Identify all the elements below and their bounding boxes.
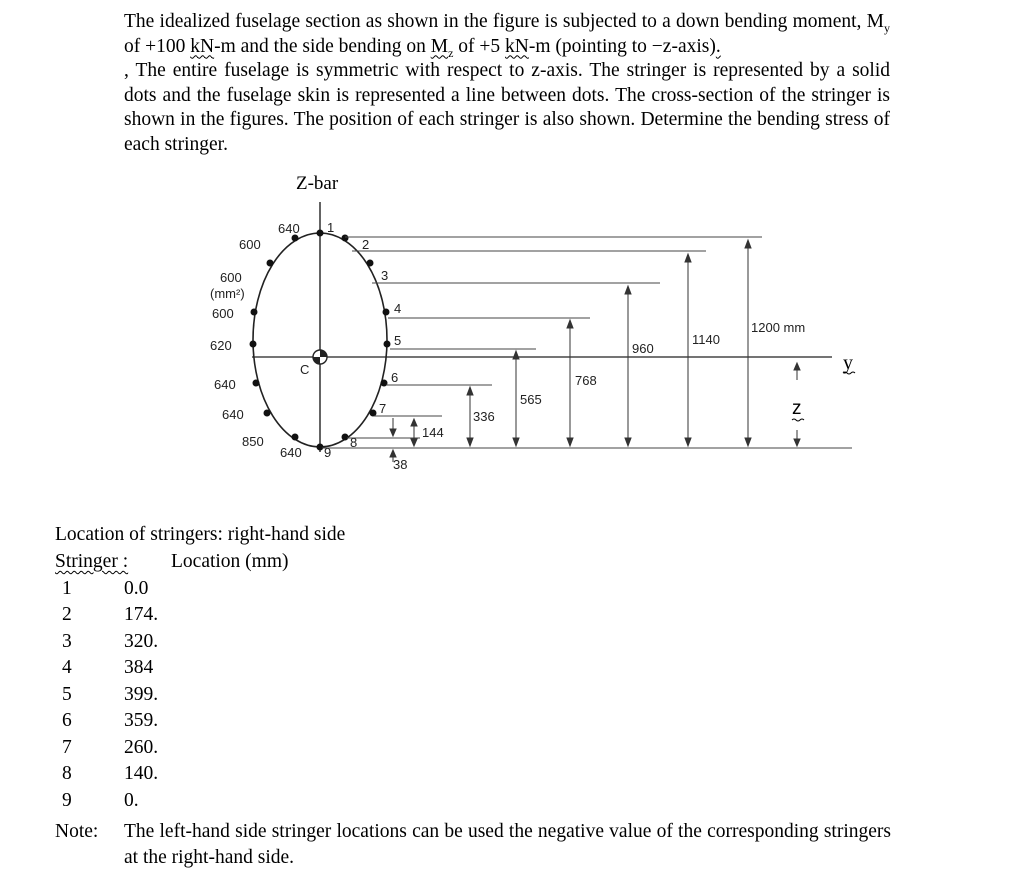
area-label-8: 850 — [242, 434, 264, 449]
height-label-1140: 1140 — [692, 332, 720, 347]
unit-kn-1: kN — [190, 35, 215, 57]
height-label-960: 960 — [632, 341, 654, 356]
centroid-marker — [313, 350, 327, 364]
stringer-dot-4l — [251, 309, 258, 316]
problem-text-5: -m (pointing to −z-axis) — [528, 35, 716, 57]
row-location: 399. — [124, 684, 159, 705]
locations-column-header — [55, 551, 289, 573]
problem-text-2: of +100 — [124, 35, 191, 57]
stringer-dot-2 — [342, 235, 349, 242]
z-bar-label: Z-bar — [296, 173, 339, 194]
stringer-number-9: 9 — [324, 445, 332, 460]
row-stringer: 4 — [62, 657, 72, 678]
z-axis-label: z — [792, 398, 802, 419]
height-label-144: 144 — [422, 425, 444, 440]
problem-text-6: The entire fuselage is symmetric with respect to z-axis. The stringer is represented by a solid dots and the fuselage skin is represented a line between dots. The cross-section of the stringer is shown in the figures. The position of each stringer is also shown. Determine the bending stress of each stringer. — [124, 60, 890, 155]
stringer-dot-6l — [253, 380, 260, 387]
stringer-dot-3l — [267, 260, 274, 267]
table-row — [62, 684, 158, 710]
note-text: The left-hand side stringer locations can be used the negative value of the corresponding stringers at the right-hand side. — [124, 821, 891, 868]
stringer-dot-4 — [383, 309, 390, 316]
row-location: 0.0 — [124, 578, 149, 599]
z-axis-squiggle — [792, 419, 804, 421]
row-stringer: 5 — [62, 684, 72, 705]
area-unit-label: (mm²) — [210, 286, 245, 301]
stringer-number-6: 6 — [391, 370, 399, 385]
subscript-y: y — [884, 20, 890, 35]
area-label-3: 600 — [220, 270, 242, 285]
stringer-dot-3 — [367, 260, 374, 267]
dimension-arrows — [390, 240, 800, 462]
table-row — [62, 657, 153, 683]
area-label-7: 640 — [222, 407, 244, 422]
stringer-dot-7l — [264, 410, 271, 417]
stringer-number-1: 1 — [327, 220, 335, 235]
stringer-number-2: 2 — [362, 237, 370, 252]
height-label-38: 38 — [393, 457, 408, 472]
column-stringer: Stringer — [55, 551, 118, 572]
area-label-1: 640 — [278, 221, 300, 236]
height-label-336: 336 — [473, 409, 495, 424]
area-label-9: 640 — [280, 445, 302, 460]
stringer-number-4: 4 — [394, 301, 402, 316]
locations-heading: Location of stringers: right-hand side — [55, 524, 346, 545]
stringer-dot-5 — [384, 341, 391, 348]
row-location: 174. — [124, 604, 159, 625]
area-label-4: 600 — [212, 306, 234, 321]
stringer-dot-5l — [250, 341, 257, 348]
row-location: 0. — [124, 790, 139, 811]
moment-m: M — [430, 35, 449, 57]
area-label-2: 600 — [239, 237, 261, 252]
stringer-dot-8 — [342, 434, 349, 441]
stringer-dot-1 — [317, 230, 324, 237]
row-stringer: 3 — [62, 631, 72, 652]
stringer-dot-9 — [317, 444, 324, 451]
table-row — [62, 790, 139, 816]
centroid-label: C — [300, 362, 310, 377]
note — [55, 819, 891, 871]
row-location: 260. — [124, 737, 159, 758]
row-stringer: 7 — [62, 737, 72, 758]
subscript-z: z — [448, 45, 454, 60]
stringer-number-5: 5 — [394, 333, 402, 348]
period-mark: . — [715, 35, 721, 57]
height-label-565: 565 — [520, 392, 542, 407]
area-label-6: 640 — [214, 377, 236, 392]
row-location: 320. — [124, 631, 159, 652]
row-stringer: 6 — [62, 710, 72, 731]
row-stringer: 1 — [62, 578, 72, 599]
stringer-number-8: 8 — [350, 435, 358, 450]
stringer-dot-8l — [292, 434, 299, 441]
note-label: Note: — [55, 821, 99, 842]
row-location: 384 — [124, 657, 154, 678]
row-location: 140. — [124, 763, 159, 784]
stringer-number-3: 3 — [381, 268, 389, 283]
table-row — [62, 631, 158, 657]
row-location: 359. — [124, 710, 159, 731]
table-row — [62, 710, 158, 736]
row-stringer: 2 — [62, 604, 72, 625]
table-row — [62, 763, 158, 789]
row-stringer: 8 — [62, 763, 72, 784]
area-label-5: 620 — [210, 338, 232, 353]
column-location: Location (mm) — [171, 551, 289, 572]
y-axis-label: y — [843, 352, 853, 374]
unit-kn-2: kN — [505, 35, 529, 57]
table-row — [62, 578, 148, 604]
table-row — [62, 604, 158, 630]
row-stringer: 9 — [62, 790, 72, 811]
reference-lines — [322, 237, 852, 448]
comma-mark: , — [124, 60, 129, 81]
stringer-dot-7 — [370, 410, 377, 417]
height-label-1200: 1200 mm — [751, 320, 806, 335]
table-row — [62, 737, 158, 763]
problem-text-3: -m and the side bending on — [214, 35, 431, 57]
stringer-number-7: 7 — [379, 401, 387, 416]
column-separator: : — [117, 551, 129, 572]
height-label-768: 768 — [575, 373, 597, 388]
problem-text-1: The idealized fuselage section as shown in the figure is subjected to a down bending moment, M — [124, 11, 884, 32]
problem-text-4: of +5 — [453, 35, 506, 57]
